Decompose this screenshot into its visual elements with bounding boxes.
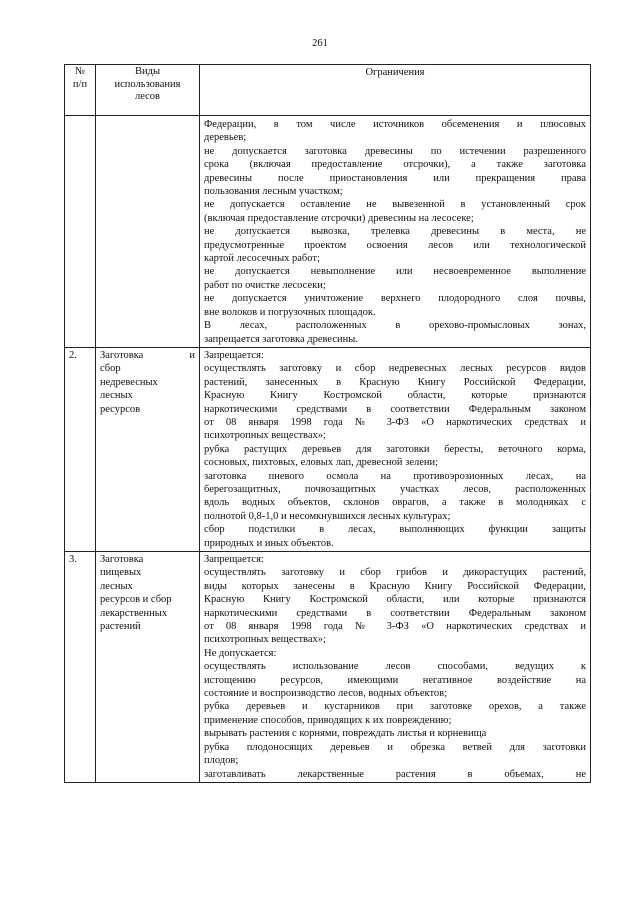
restriction-line: (включая предоставление отсрочки) древесины на лесосеке; — [204, 212, 474, 224]
restriction-line: берегозащитных, почвозащитных участках лесов, расположенных — [204, 483, 586, 495]
restriction-line: В лесах, расположенных в орехово-промысловых зонах, — [204, 320, 586, 332]
restriction-line: запрещается заготовка древесины. — [204, 333, 358, 345]
restriction-line: истощению ресурсов, имеющими негативное воздействие на — [204, 674, 586, 686]
restriction-line: осуществлять заготовку и сбор недревесных лесных ресурсов видов — [204, 363, 586, 375]
usage-kind-line: Заготовка и — [100, 349, 195, 361]
restriction-line: Федерации, в том числе источников обсеменения и плюсовых — [204, 119, 586, 130]
restrictions-cell — [200, 347, 591, 551]
restriction-line: сосновых, пихтовых, еловых лап, древесной зелени; — [204, 457, 439, 469]
usage-kind-line: лекарственных — [100, 607, 168, 619]
restriction-line: Красную Книгу Костромской области, которые признаются — [204, 390, 586, 402]
usage-kind-line: растений — [100, 621, 141, 633]
table-row — [65, 552, 591, 783]
header-restrictions: Ограничения — [200, 65, 591, 116]
restriction-line: заготавливать лекарственные растения в объемах, не — [204, 768, 586, 780]
restriction-line: Не допускается: — [204, 647, 277, 659]
usage-kind-line: лесных — [100, 580, 133, 592]
header-number-line: № — [74, 66, 86, 77]
row-number: 3. — [65, 552, 96, 783]
restriction-line: полнотой 0,8-1,0 и несомкнувшихся лесных культурах; — [204, 510, 451, 522]
restriction-line: заготовка пневого осмола на противоэрозионных лесах, на — [204, 470, 586, 482]
header-usage-line: использования — [114, 78, 181, 90]
restriction-line: психотропных веществах»; — [204, 430, 326, 442]
restriction-line: вырывать растения с корнями, повреждать листья и корневища — [204, 728, 487, 740]
restriction-line: деревьев; — [204, 132, 247, 144]
usage-kind-cell — [96, 347, 200, 551]
restriction-line: психотропных веществах»; — [204, 634, 326, 646]
usage-kind-line: ресурсов — [100, 403, 141, 415]
restriction-line: вдоль водных объектов, склонов оврагов, а также в молодняках с — [204, 497, 586, 509]
restriction-line: от 08 января 1998 года № 3-ФЗ «О наркотических средствах и — [204, 416, 586, 428]
header-usage-line: Виды — [134, 66, 161, 77]
restriction-line: Запрещается: — [204, 554, 264, 565]
restriction-line: сбор подстилки в лесах, выполняющих функции защиты — [204, 524, 586, 536]
header-number-line: п/п — [72, 78, 88, 90]
restriction-line: не допускается оставление не вывезенной в установленный срок — [204, 199, 586, 211]
restriction-line: не допускается уничтожение верхнего плодородного слоя почвы, — [204, 293, 586, 305]
restrictions-table — [64, 64, 591, 783]
usage-kind-line: пищевых — [100, 567, 142, 579]
restriction-line: Запрещается: — [204, 349, 264, 361]
table-row — [65, 347, 591, 551]
row-number: 2. — [65, 347, 96, 551]
restriction-line: от 08 января 1998 года № 3-ФЗ «О наркотических средствах и — [204, 621, 586, 633]
restriction-line: наркотическими средствами в соответствии Федеральным законом — [204, 403, 586, 415]
restriction-line: не допускается невыполнение или несвоевременное выполнение — [204, 266, 586, 278]
restriction-line: наркотическими средствами в соответствии Федеральным законом — [204, 607, 586, 619]
restriction-line: виды которых занесены в Красную Книгу Российской Федерации, — [204, 580, 586, 592]
table-header-row — [65, 65, 591, 116]
restriction-line: картой лесосечных работ; — [204, 253, 320, 265]
restriction-line: рубка плодоносящих деревьев и обрезка ветвей для заготовки — [204, 741, 586, 753]
restriction-line: растений, занесенных в Красную Книгу Российской Федерации, — [204, 376, 586, 388]
usage-kind-line: недревесных — [100, 376, 158, 388]
usage-kind-line: ресурсов и сбор — [100, 594, 172, 606]
restriction-line: вне волоков и погрузочных площадок. — [204, 306, 376, 318]
page-number: 261 — [312, 38, 328, 49]
usage-kind-cell — [96, 552, 200, 783]
restriction-line: древесины после приостановления или прекращения права — [204, 172, 586, 184]
restriction-line: срока (включая предоставление отсрочки), а также заготовка — [204, 159, 586, 171]
restriction-line: рубка растущих деревьев для заготовки бересты, веточного корма, — [204, 443, 586, 455]
usage-kind-line: сбор — [100, 363, 121, 375]
usage-kind-line: Заготовка — [100, 554, 144, 565]
restriction-line: осуществлять использование лесов способами, ведущих к — [204, 661, 586, 673]
restriction-line: состояние и воспроизводство лесов, водных объектов; — [204, 688, 448, 700]
restriction-line: не допускается вывозка, трелевка древесины в места, не — [204, 226, 586, 238]
row-number — [65, 116, 96, 348]
usage-kind-line: лесных — [100, 390, 133, 402]
header-usage-kind — [96, 65, 200, 116]
restriction-line: предусмотренные проектом освоения лесов или технологической — [204, 239, 586, 251]
header-number — [65, 65, 96, 116]
restriction-line: работ по очистке лесосеки; — [204, 279, 326, 291]
header-usage-line: лесов — [134, 91, 161, 103]
restriction-line: применение способов, приводящих к их повреждению; — [204, 714, 452, 726]
restrictions-cell — [200, 116, 591, 348]
usage-kind-cell — [96, 116, 200, 348]
restriction-line: Красную Книгу Костромской области, или которые признаются — [204, 594, 586, 606]
restriction-line: природных и иных объектов. — [204, 537, 334, 549]
restriction-line: не допускается заготовка древесины по истечении разрешенного — [204, 145, 586, 157]
restriction-line: рубка деревьев и кустарников при заготовке орехов, а также — [204, 701, 586, 713]
restriction-line: осуществлять заготовку и сбор грибов и дикорастущих растений, — [204, 567, 586, 579]
table-row — [65, 116, 591, 348]
restrictions-cell — [200, 552, 591, 783]
restriction-line: плодов; — [204, 755, 239, 767]
restriction-line: пользования лесным участком; — [204, 186, 343, 198]
